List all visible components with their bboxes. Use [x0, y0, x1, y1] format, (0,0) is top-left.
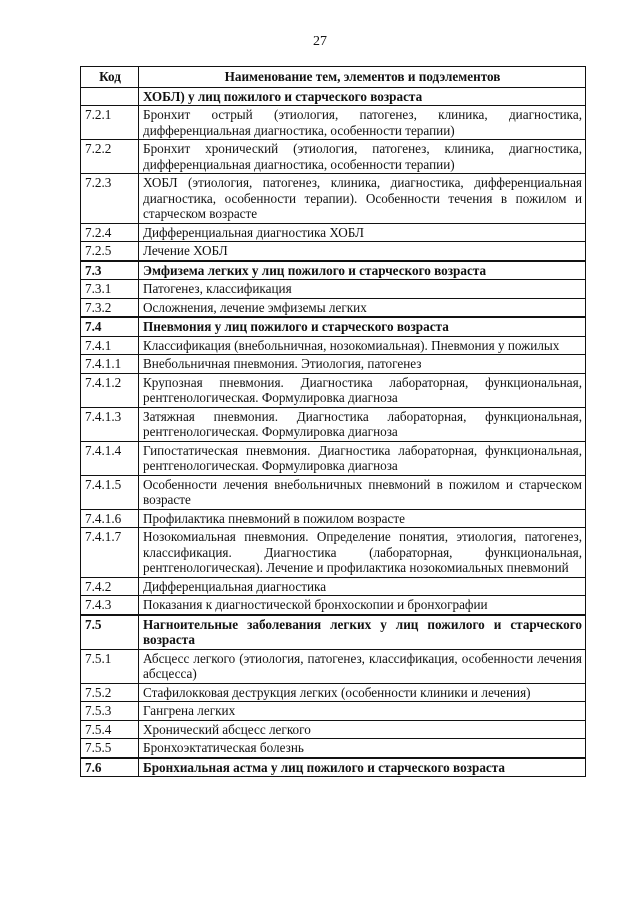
row-code: 7.2.1 — [81, 106, 139, 140]
table-row — [81, 528, 586, 578]
row-code: 7.5.1 — [81, 649, 139, 683]
row-code: 7.4.3 — [81, 596, 139, 615]
row-text: Патогенез, классификация — [139, 280, 586, 299]
table-row — [81, 242, 586, 261]
table-header-row — [81, 67, 586, 88]
row-code: 7.2.5 — [81, 242, 139, 261]
table-row — [81, 280, 586, 299]
table-row — [81, 615, 586, 650]
row-code: 7.5 — [81, 615, 139, 650]
row-code: 7.4.1.3 — [81, 407, 139, 441]
row-code: 7.5.3 — [81, 702, 139, 721]
table-body — [81, 87, 586, 777]
row-text: Профилактика пневмоний в пожилом возрасте — [139, 509, 586, 528]
table-row — [81, 373, 586, 407]
row-code: 7.5.4 — [81, 720, 139, 739]
table-row — [81, 317, 586, 336]
row-code: 7.4.1.7 — [81, 528, 139, 578]
table-row — [81, 683, 586, 702]
table-row — [81, 720, 586, 739]
row-text: Лечение ХОБЛ — [139, 242, 586, 261]
row-code: 7.4.1.2 — [81, 373, 139, 407]
table-row — [81, 407, 586, 441]
row-code: 7.5.5 — [81, 739, 139, 758]
row-text: Бронхиальная астма у лиц пожилого и старческого возраста — [139, 758, 586, 777]
row-text: Гангрена легких — [139, 702, 586, 721]
row-text: Бронхит хронический (этиология, патогенез, клиника, диагностика, дифференциальная диагностика, особенности терапии) — [139, 140, 586, 174]
table-row — [81, 106, 586, 140]
row-text: Эмфизема легких у лиц пожилого и старческого возраста — [139, 261, 586, 280]
row-code: 7.4.2 — [81, 577, 139, 596]
row-text: Стафилокковая деструкция легких (особенности клиники и лечения) — [139, 683, 586, 702]
table-row — [81, 577, 586, 596]
row-text: Затяжная пневмония. Диагностика лабораторная, функциональная, рентгенологическая. Формулировка диагноза — [139, 407, 586, 441]
table-row — [81, 758, 586, 777]
row-text: Гипостатическая пневмония. Диагностика лабораторная, функциональная, рентгенологическая. Формулировка диагноза — [139, 441, 586, 475]
row-code: 7.2.2 — [81, 140, 139, 174]
row-text: Классификация (внебольничная, нозокомиальная). Пневмония у пожилых — [139, 336, 586, 355]
table-row — [81, 336, 586, 355]
row-text: Крупозная пневмония. Диагностика лабораторная, функциональная, рентгенологическая. Формулировка диагноза — [139, 373, 586, 407]
row-code: 7.2.4 — [81, 223, 139, 242]
row-code: 7.2.3 — [81, 174, 139, 224]
table-row — [81, 223, 586, 242]
row-code — [81, 87, 139, 106]
row-code: 7.3 — [81, 261, 139, 280]
table-row — [81, 298, 586, 317]
table-row — [81, 649, 586, 683]
row-text: Бронхоэктатическая болезнь — [139, 739, 586, 758]
table-row — [81, 174, 586, 224]
row-code: 7.3.2 — [81, 298, 139, 317]
row-text: Показания к диагностической бронхоскопии и бронхографии — [139, 596, 586, 615]
curriculum-table — [80, 66, 586, 777]
row-text: Пневмония у лиц пожилого и старческого возраста — [139, 317, 586, 336]
row-code: 7.5.2 — [81, 683, 139, 702]
row-text: Дифференциальная диагностика ХОБЛ — [139, 223, 586, 242]
row-text: Внебольничная пневмония. Этиология, патогенез — [139, 355, 586, 374]
table-row — [81, 87, 586, 106]
table-row — [81, 509, 586, 528]
row-code: 7.4.1.6 — [81, 509, 139, 528]
row-text: Особенности лечения внебольничных пневмоний в пожилом и старческом возрасте — [139, 475, 586, 509]
table-row — [81, 441, 586, 475]
row-code: 7.4.1.1 — [81, 355, 139, 374]
table-row — [81, 596, 586, 615]
row-text: ХОБЛ) у лиц пожилого и старческого возраста — [139, 87, 586, 106]
row-text: Осложнения, лечение эмфиземы легких — [139, 298, 586, 317]
row-text: Абсцесс легкого (этиология, патогенез, классификация, особенности лечения абсцесса) — [139, 649, 586, 683]
row-text: Дифференциальная диагностика — [139, 577, 586, 596]
table-row — [81, 739, 586, 758]
table-row — [81, 702, 586, 721]
header-code: Код — [81, 67, 139, 88]
row-text: Хронический абсцесс легкого — [139, 720, 586, 739]
row-text: Нозокомиальная пневмония. Определение понятия, этиология, патогенез, классификация. Диагностика (лабораторная, функциональная, рентгенологическая). Лечение и профилактика нозокомиальных пневмоний — [139, 528, 586, 578]
table-row — [81, 475, 586, 509]
table-row — [81, 261, 586, 280]
header-name: Наименование тем, элементов и подэлементов — [139, 67, 586, 88]
table-row — [81, 140, 586, 174]
row-text: Бронхит острый (этиология, патогенез, клиника, диагностика, дифференциальная диагностика, особенности терапии) — [139, 106, 586, 140]
table-row — [81, 355, 586, 374]
row-code: 7.4 — [81, 317, 139, 336]
page-number: 27 — [313, 34, 327, 49]
row-code: 7.4.1.5 — [81, 475, 139, 509]
row-text: Нагноительные заболевания легких у лиц пожилого и старческого возраста — [139, 615, 586, 650]
row-code: 7.3.1 — [81, 280, 139, 299]
row-code: 7.6 — [81, 758, 139, 777]
row-code: 7.4.1.4 — [81, 441, 139, 475]
row-code: 7.4.1 — [81, 336, 139, 355]
row-text: ХОБЛ (этиология, патогенез, клиника, диагностика, дифференциальная диагностика, особенности терапии). Особенности течения в пожилом и старческом возрасте — [139, 174, 586, 224]
